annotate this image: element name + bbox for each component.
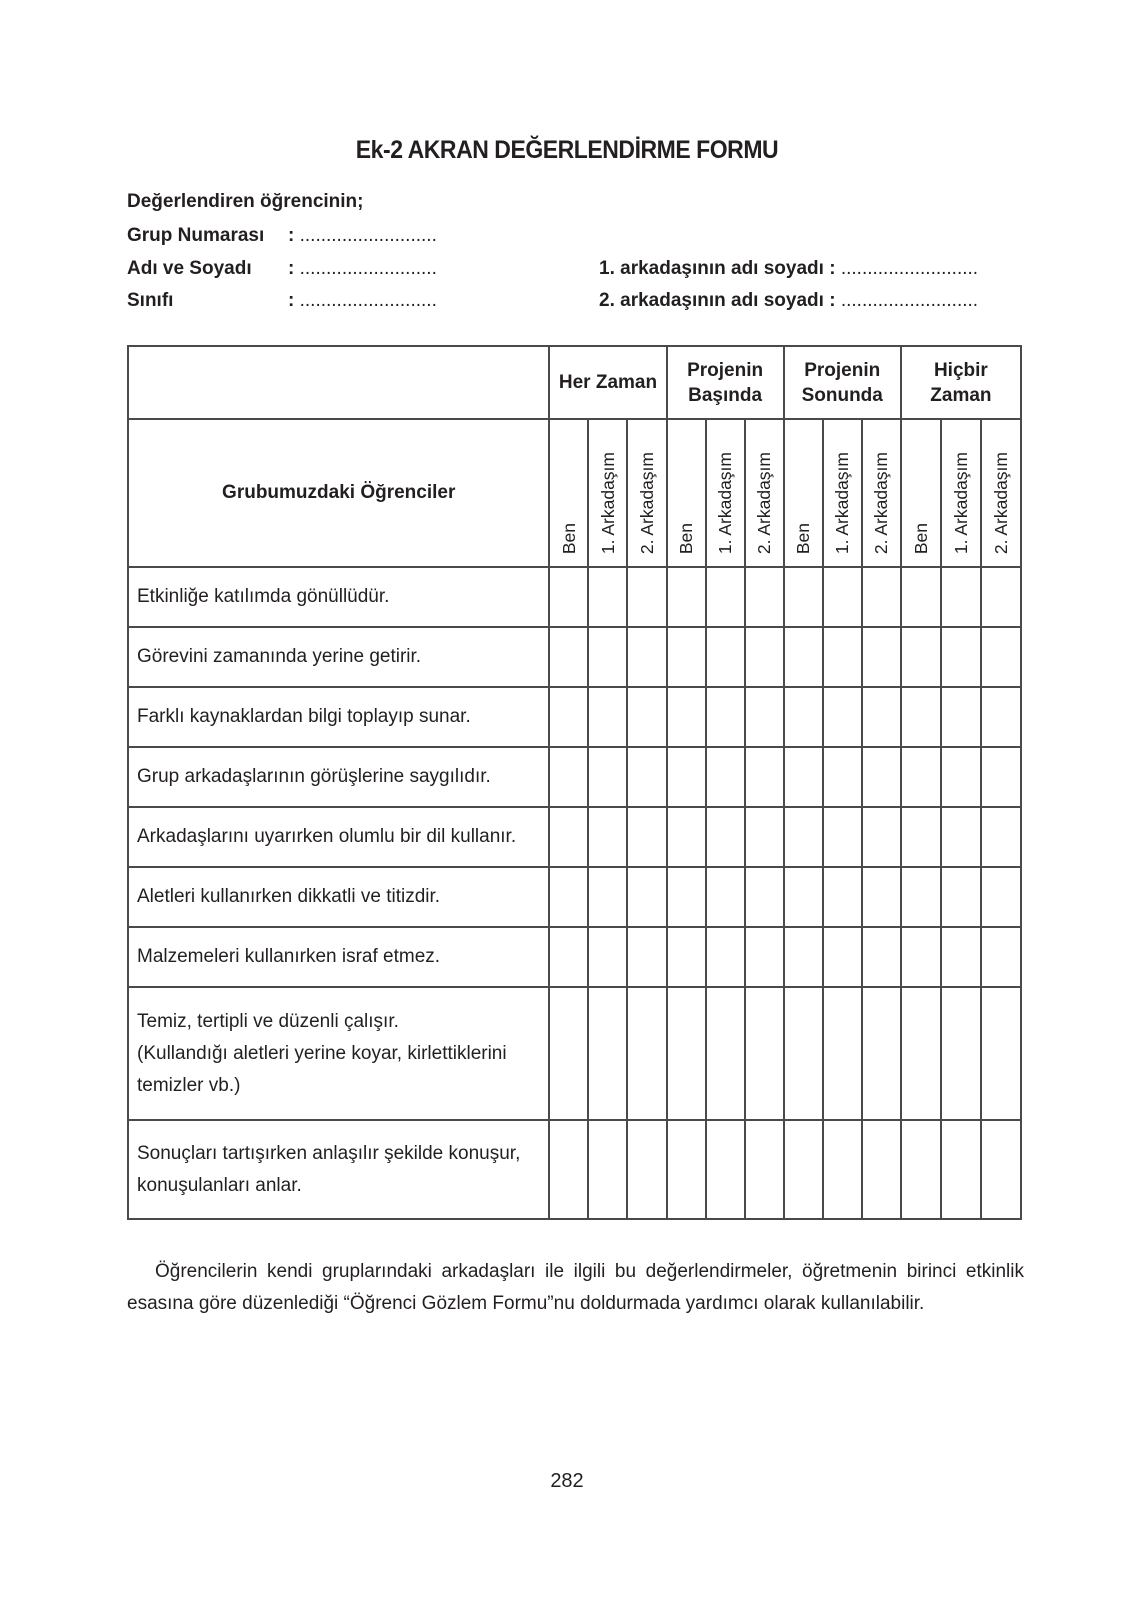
rating-cell[interactable] — [862, 927, 901, 987]
rating-cell[interactable] — [745, 567, 784, 627]
criterion-label: Arkadaşlarını uyarırken olumlu bir dil kullanır. — [128, 807, 549, 867]
rating-cell[interactable] — [784, 807, 823, 867]
rating-cell[interactable] — [862, 807, 901, 867]
rating-cell[interactable] — [706, 987, 745, 1120]
name-row — [127, 258, 252, 280]
rating-cell[interactable] — [745, 807, 784, 867]
rating-cell[interactable] — [667, 627, 706, 687]
criterion-label: Malzemeleri kullanırken israf etmez. — [128, 927, 549, 987]
rating-cell[interactable] — [745, 627, 784, 687]
subheader-arkadasim-1: 1. Arkadaşım — [823, 419, 862, 567]
table-row — [128, 867, 1021, 927]
rating-cell[interactable] — [784, 747, 823, 807]
rating-cell[interactable] — [627, 627, 666, 687]
rating-cell[interactable] — [784, 1120, 823, 1219]
rating-cell[interactable] — [981, 567, 1021, 627]
rating-cell[interactable] — [901, 807, 941, 867]
rating-cell[interactable] — [784, 627, 823, 687]
subheader-arkadasim-2: 2. Arkadaşım — [862, 419, 901, 567]
rating-cell[interactable] — [706, 807, 745, 867]
name-label: Adı ve Soyadı — [127, 258, 252, 279]
page-number: 282 — [550, 1470, 584, 1492]
rating-cell[interactable] — [667, 867, 706, 927]
subheader-arkadasim-1: 1. Arkadaşım — [588, 419, 627, 567]
rating-cell[interactable] — [588, 687, 627, 747]
rating-cell[interactable] — [588, 627, 627, 687]
subheader-ben: Ben — [667, 419, 706, 567]
table-row — [128, 987, 1021, 1120]
rating-cell[interactable] — [862, 687, 901, 747]
rating-cell[interactable] — [981, 627, 1021, 687]
friend2-field[interactable]: 2. arkadaşının adı soyadı : .......................... — [599, 290, 979, 311]
group-header-projenin-basinda: Projenin Başında — [667, 346, 784, 419]
evaluator-heading: Değerlendiren öğrencinin; — [127, 191, 364, 212]
class-row — [127, 290, 173, 312]
rating-cell[interactable] — [862, 867, 901, 927]
criterion-label: Etkinliğe katılımda gönüllüdür. — [128, 567, 549, 627]
rating-cell[interactable] — [941, 867, 981, 927]
group-number-field[interactable]: : .......................... — [288, 225, 437, 246]
rating-cell[interactable] — [823, 927, 862, 987]
rating-cell[interactable] — [627, 567, 666, 627]
rating-cell[interactable] — [627, 1120, 666, 1219]
subheader-arkadasim-2: 2. Arkadaşım — [981, 419, 1021, 567]
rating-cell[interactable] — [588, 567, 627, 627]
table-row — [128, 807, 1021, 867]
subheader-ben: Ben — [784, 419, 823, 567]
subheader-arkadasim-1: 1. Arkadaşım — [941, 419, 981, 567]
criterion-label: Aletleri kullanırken dikkatli ve titizdir. — [128, 867, 549, 927]
rating-cell[interactable] — [862, 747, 901, 807]
rating-cell[interactable] — [981, 807, 1021, 867]
rating-cell[interactable] — [981, 687, 1021, 747]
rating-cell[interactable] — [823, 987, 862, 1120]
rating-cell[interactable] — [706, 687, 745, 747]
rating-cell[interactable] — [745, 687, 784, 747]
rating-cell[interactable] — [549, 927, 588, 987]
rating-cell[interactable] — [862, 987, 901, 1120]
criterion-label: Temiz, tertipli ve düzenli çalışır. (Kullandığı aletleri yerine koyar, kirlettiklerini temizler vb.) — [128, 987, 549, 1120]
rating-cell[interactable] — [862, 567, 901, 627]
rating-cell[interactable] — [667, 807, 706, 867]
friend1-field[interactable]: 1. arkadaşının adı soyadı : .......................... — [599, 258, 979, 279]
rating-cell[interactable] — [901, 627, 941, 687]
group-number-label: Grup Numarası — [127, 225, 265, 246]
rating-cell[interactable] — [549, 687, 588, 747]
rating-cell[interactable] — [823, 567, 862, 627]
rating-cell[interactable] — [941, 927, 981, 987]
rating-cell[interactable] — [667, 687, 706, 747]
rating-cell[interactable] — [745, 1120, 784, 1219]
criterion-label: Sonuçları tartışırken anlaşılır şekilde konuşur, konuşulanları anlar. — [128, 1120, 549, 1219]
rating-cell[interactable] — [823, 747, 862, 807]
rating-cell[interactable] — [549, 627, 588, 687]
rating-cell[interactable] — [667, 567, 706, 627]
rating-cell[interactable] — [588, 867, 627, 927]
rating-cell[interactable] — [784, 867, 823, 927]
rating-cell[interactable] — [588, 747, 627, 807]
rating-cell[interactable] — [823, 1120, 862, 1219]
peer-evaluation-table — [127, 345, 1022, 1220]
class-field[interactable]: : .......................... — [288, 290, 437, 311]
rating-cell[interactable] — [588, 807, 627, 867]
table-row — [128, 1120, 1021, 1219]
rating-cell[interactable] — [784, 927, 823, 987]
rating-cell[interactable] — [823, 687, 862, 747]
rating-cell[interactable] — [941, 627, 981, 687]
class-label: Sınıfı — [127, 290, 174, 311]
group-header-projenin-sonunda: Projenin Sonunda — [784, 346, 901, 419]
rating-cell[interactable] — [745, 867, 784, 927]
subheader-arkadasim-2: 2. Arkadaşım — [627, 419, 666, 567]
rating-cell[interactable] — [667, 987, 706, 1120]
rating-cell[interactable] — [706, 567, 745, 627]
rating-cell[interactable] — [627, 687, 666, 747]
table-row — [128, 567, 1021, 627]
rating-cell[interactable] — [706, 627, 745, 687]
rating-cell[interactable] — [588, 1120, 627, 1219]
group-header-her-zaman: Her Zaman — [549, 346, 666, 419]
rating-cell[interactable] — [706, 927, 745, 987]
table-row — [128, 927, 1021, 987]
rating-cell[interactable] — [549, 867, 588, 927]
rating-cell[interactable] — [667, 747, 706, 807]
rating-cell[interactable] — [981, 927, 1021, 987]
rating-cell[interactable] — [588, 987, 627, 1120]
rating-cell[interactable] — [981, 987, 1021, 1120]
rating-cell[interactable] — [549, 807, 588, 867]
rating-cell[interactable] — [941, 567, 981, 627]
rating-cell[interactable] — [901, 567, 941, 627]
rating-cell[interactable] — [549, 747, 588, 807]
criterion-label: Görevini zamanında yerine getirir. — [128, 627, 549, 687]
subheader-arkadasim-1: 1. Arkadaşım — [706, 419, 745, 567]
rating-cell[interactable] — [549, 567, 588, 627]
subheader-arkadasim-2: 2. Arkadaşım — [745, 419, 784, 567]
rating-cell[interactable] — [901, 987, 941, 1120]
rating-cell[interactable] — [784, 567, 823, 627]
rating-cell[interactable] — [784, 687, 823, 747]
rating-cell[interactable] — [981, 867, 1021, 927]
rating-cell[interactable] — [981, 747, 1021, 807]
rating-cell[interactable] — [941, 747, 981, 807]
rating-cell[interactable] — [941, 807, 981, 867]
name-field[interactable]: : .......................... — [288, 258, 437, 279]
rating-cell[interactable] — [901, 687, 941, 747]
rating-cell[interactable] — [627, 867, 666, 927]
rating-cell[interactable] — [706, 867, 745, 927]
rating-cell[interactable] — [823, 627, 862, 687]
page-title: Ek-2 AKRAN DEĞERLENDİRME FORMU — [355, 136, 779, 164]
rating-cell[interactable] — [667, 927, 706, 987]
rating-cell[interactable] — [784, 987, 823, 1120]
rating-cell[interactable] — [745, 927, 784, 987]
footnote: Öğrencilerin kendi gruplarındaki arkadaşları ile ilgili bu değerlendirmeler, öğretmenin birinci etkinlik esasına göre düzenlediği “Öğrenci Gözlem Formu”nu doldurmada yardımcı olarak kullanılabilir. — [127, 1261, 1024, 1314]
rating-cell[interactable] — [588, 927, 627, 987]
rating-cell[interactable] — [823, 807, 862, 867]
rating-cell[interactable] — [981, 1120, 1021, 1219]
table-row — [128, 627, 1021, 687]
rating-cell[interactable] — [745, 747, 784, 807]
rating-cell[interactable] — [941, 687, 981, 747]
table-row — [128, 687, 1021, 747]
rating-cell[interactable] — [901, 747, 941, 807]
rating-cell[interactable] — [941, 987, 981, 1120]
rating-cell[interactable] — [862, 627, 901, 687]
empty-corner-cell — [128, 346, 549, 419]
subheader-ben: Ben — [901, 419, 941, 567]
subheader-ben: Ben — [549, 419, 588, 567]
rating-cell[interactable] — [706, 1120, 745, 1219]
rating-cell[interactable] — [549, 1120, 588, 1219]
rating-cell[interactable] — [627, 807, 666, 867]
rating-cell[interactable] — [627, 987, 666, 1120]
rating-cell[interactable] — [667, 1120, 706, 1219]
rating-cell[interactable] — [706, 747, 745, 807]
rating-cell[interactable] — [901, 1120, 941, 1219]
rating-cell[interactable] — [823, 867, 862, 927]
table-row — [128, 747, 1021, 807]
rating-cell[interactable] — [745, 987, 784, 1120]
rating-cell[interactable] — [862, 1120, 901, 1219]
group-header-hicbir-zaman: Hiçbir Zaman — [901, 346, 1021, 419]
rating-cell[interactable] — [901, 927, 941, 987]
rating-cell[interactable] — [627, 927, 666, 987]
rating-cell[interactable] — [901, 867, 941, 927]
rating-cell[interactable] — [627, 747, 666, 807]
rating-cell[interactable] — [549, 987, 588, 1120]
rating-cell[interactable] — [941, 1120, 981, 1219]
criterion-label: Grup arkadaşlarının görüşlerine saygılıdır. — [128, 747, 549, 807]
group-number-row — [127, 225, 264, 247]
students-list-header: Grubumuzdaki Öğrenciler — [128, 419, 549, 567]
criterion-label: Farklı kaynaklardan bilgi toplayıp sunar. — [128, 687, 549, 747]
